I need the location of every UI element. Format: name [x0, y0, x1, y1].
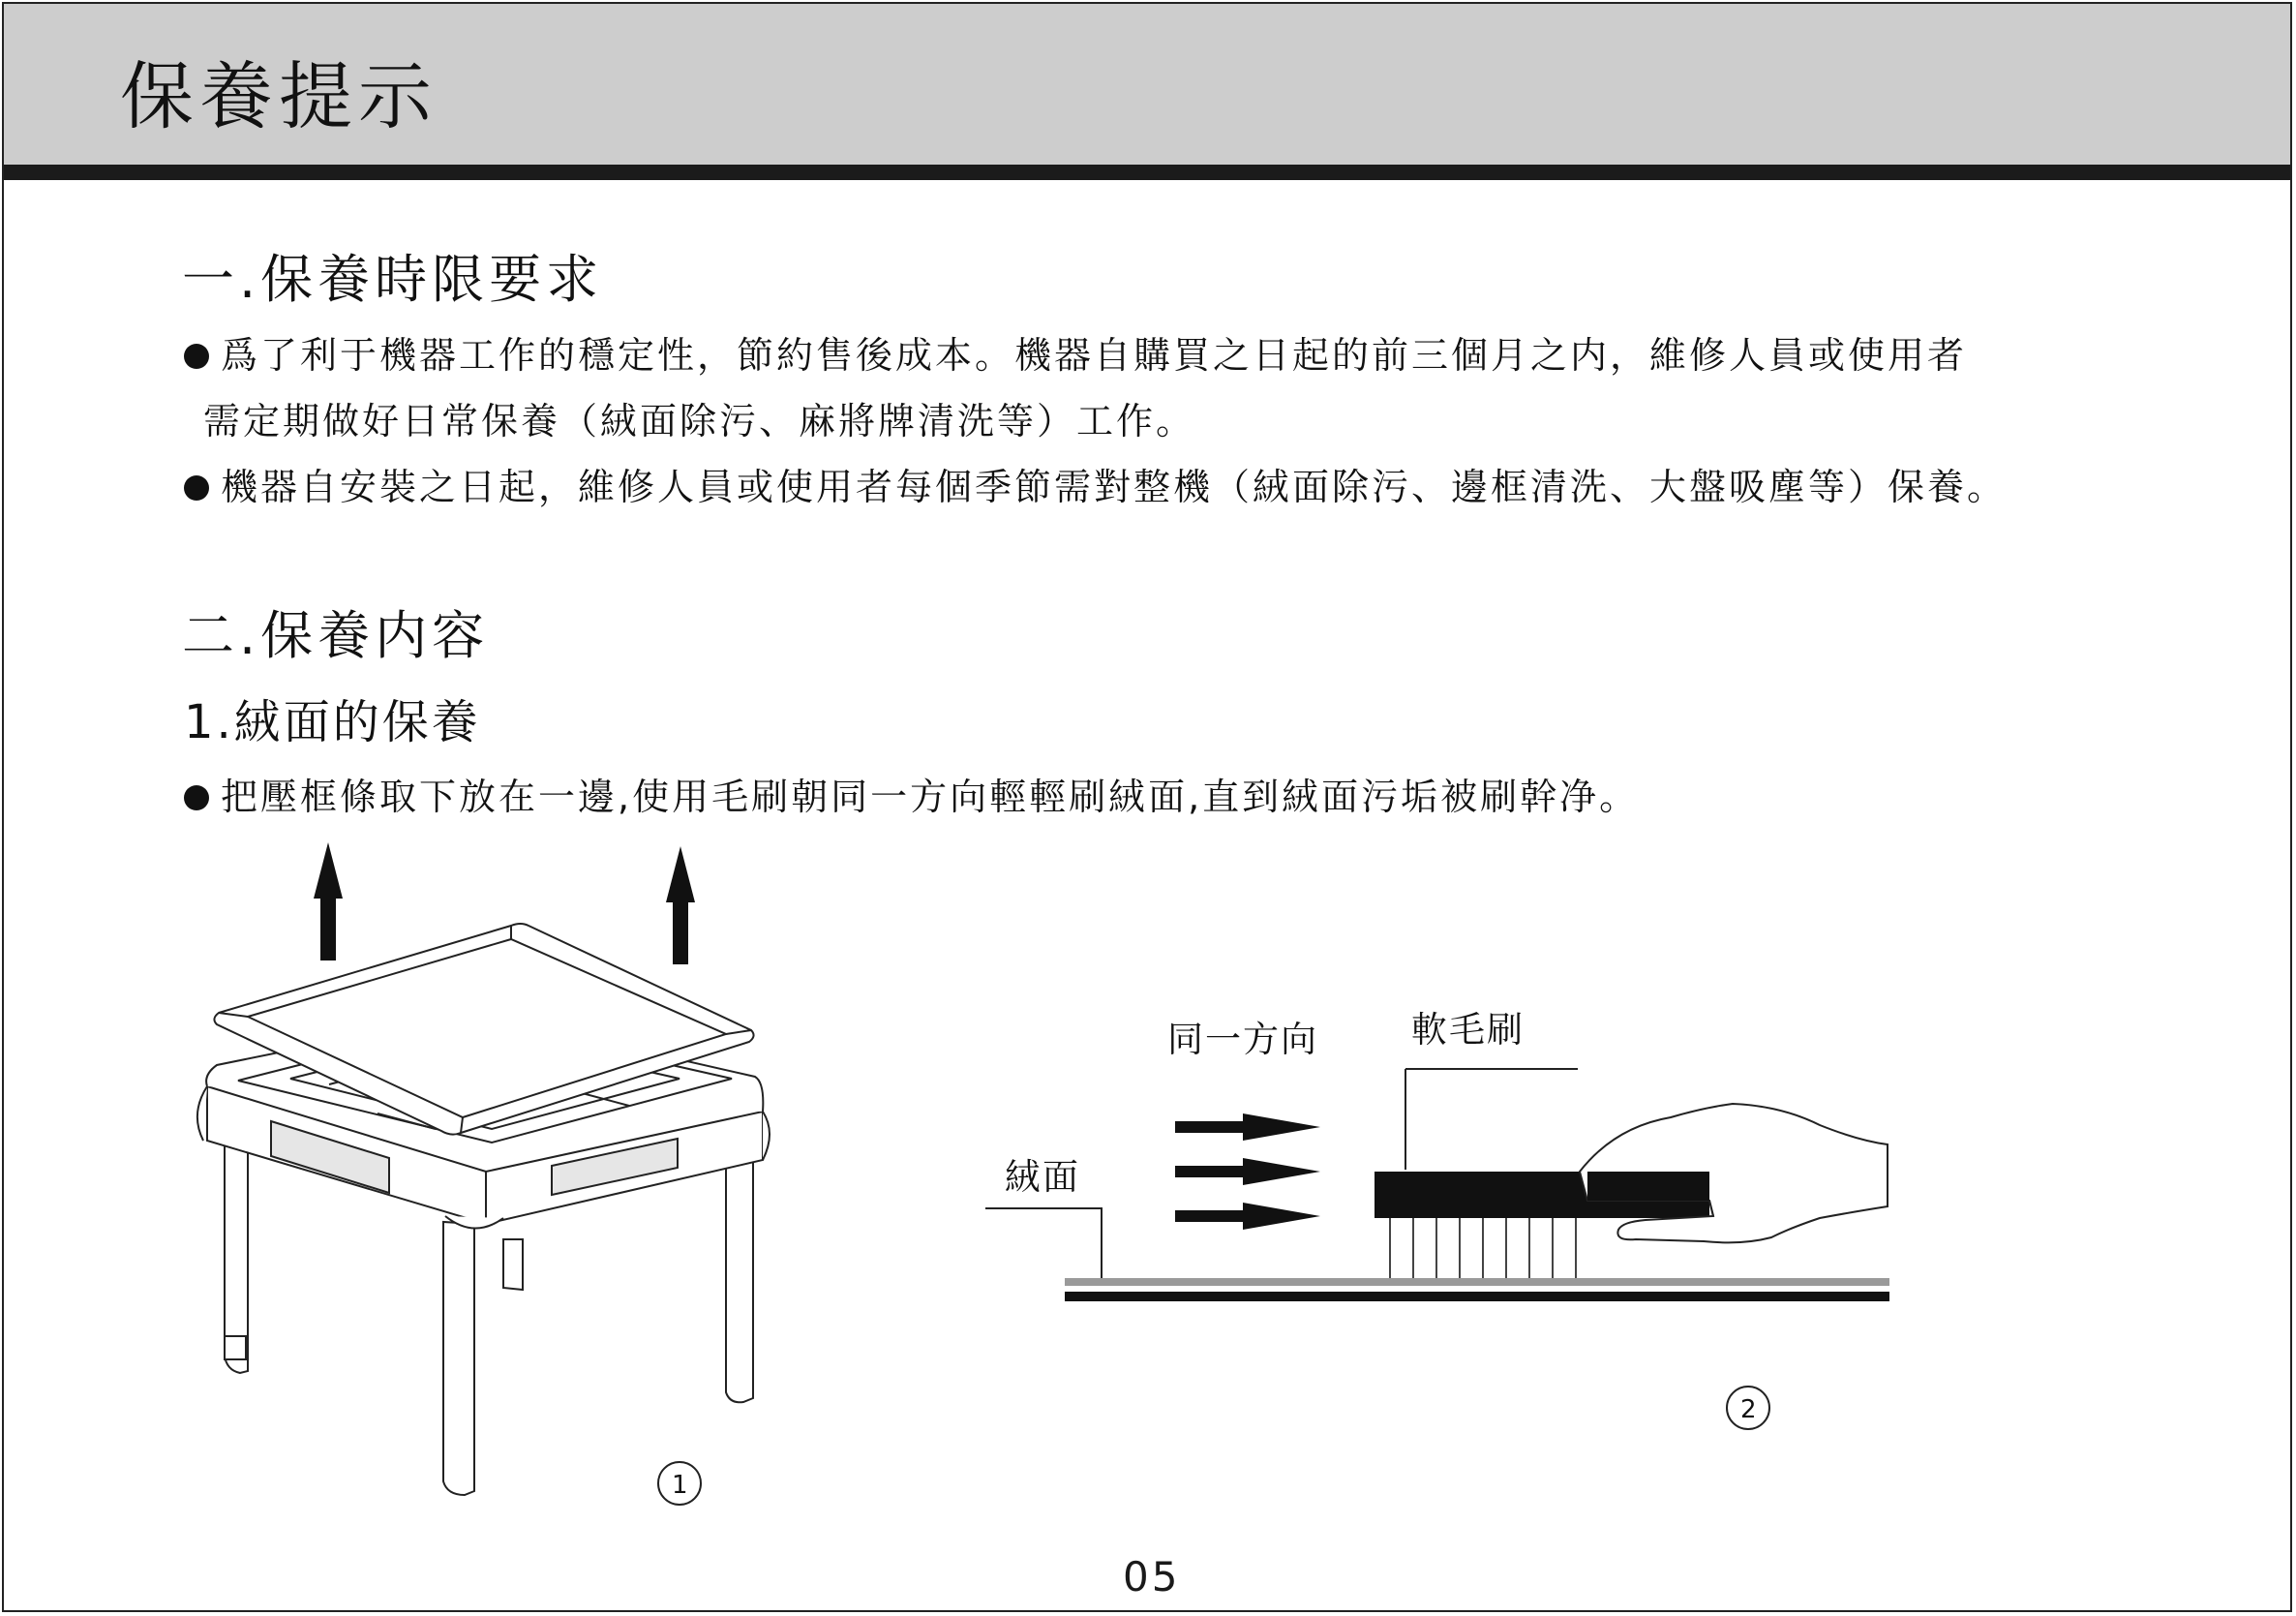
brush-handle: [1587, 1172, 1709, 1201]
lift-arrow-right-icon: [666, 846, 695, 964]
bullet-dot: [184, 344, 209, 369]
section1-bullet1-line1: 爲了利于機器工作的穩定性，節約售後成本。機器自購買之日起的前三個月之内，維修人員或使用者: [221, 334, 1968, 377]
section1-bullet1: [184, 334, 1968, 377]
figure-brush-diagram: [968, 997, 1917, 1443]
section1-heading: 一.保養時限要求: [182, 249, 604, 310]
section2-heading: 二.保養内容: [182, 605, 490, 666]
section1-bullet1-line2: 需定期做好日常保養（絨面除污、麻將牌清洗等）工作。: [203, 400, 1196, 442]
figure2-caption: 2: [1740, 1395, 1757, 1424]
bullet-dot: [184, 785, 209, 810]
section2-bullet-text: 把壓框條取下放在一邊,使用毛刷朝同一方向輕輕刷絨面,直到絨面污垢被刷幹净。: [221, 776, 1640, 818]
bullet-dot: [184, 475, 209, 501]
page-number: 05: [1123, 1553, 1181, 1601]
label-felt: 絨面: [1005, 1156, 1080, 1198]
figure-table-illustration: [184, 833, 803, 1530]
label-soft-brush: 軟毛刷: [1411, 1009, 1525, 1051]
lift-arrow-left-icon: [314, 842, 343, 960]
page-title: 保養提示: [120, 53, 438, 139]
figure1-caption: 1: [672, 1471, 688, 1500]
felt-surface: [1065, 1278, 1889, 1286]
label-same-direction: 同一方向: [1167, 1019, 1318, 1060]
direction-arrow-icon: [1175, 1113, 1320, 1230]
table-base-line: [1065, 1292, 1889, 1301]
header-divider: [4, 165, 2290, 180]
section2-subheading: 1.絨面的保養: [184, 695, 481, 749]
section2-bullet: [184, 776, 1640, 818]
section1-bullet2: [184, 466, 2008, 508]
section1-bullet2-text: 機器自安裝之日起，維修人員或使用者每個季節需對整機（絨面除污、邊框清洗、大盤吸塵等）保養。: [221, 466, 2008, 508]
